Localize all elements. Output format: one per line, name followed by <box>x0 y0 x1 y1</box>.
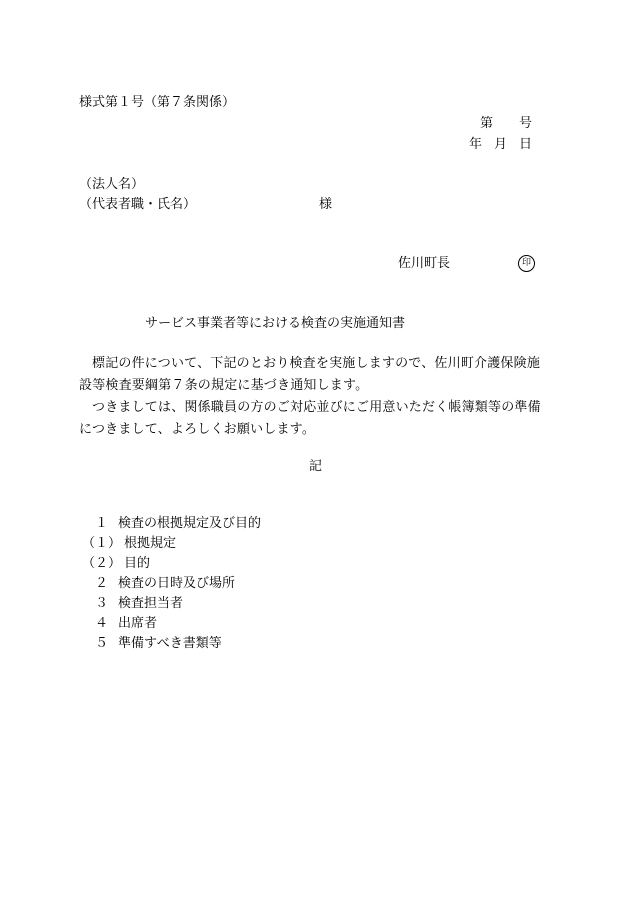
list-item <box>86 575 261 595</box>
list-item <box>86 635 261 655</box>
form-number: 様式第１号（第７条関係） <box>79 95 236 110</box>
ki-heading: 記 <box>309 459 323 474</box>
body-paragraph-1: 標記の件について、下記のとおり検査を実施しますので、佐川町介護保険施設等検査要綱第７条の規定に基づき通知します。 <box>79 356 541 393</box>
list-item <box>86 515 261 535</box>
item-label: 検査の根拠規定及び目的 <box>118 516 262 531</box>
document-number <box>480 116 532 132</box>
item-label: 準備すべき書類等 <box>118 636 222 651</box>
representative-label: （代表者職・氏名） <box>79 197 197 212</box>
document-number-prefix: 第 <box>479 116 493 131</box>
item-number: （２） <box>82 556 122 571</box>
item-number: （１） <box>82 536 122 551</box>
item-number: ４ <box>95 616 109 631</box>
item-label: 出席者 <box>118 616 158 631</box>
recipient-honorific: 様 <box>319 197 333 212</box>
list-item <box>86 615 261 635</box>
item-list <box>82 515 262 655</box>
date-day: 日 <box>518 137 532 152</box>
item-label: 検査の日時及び場所 <box>118 576 236 591</box>
item-label: 検査担当者 <box>118 596 184 611</box>
date-year: 年 <box>468 137 482 152</box>
document-number-suffix: 号 <box>518 116 532 131</box>
body-paragraph-2: つきましては、関係職員の方のご対応並びにご用意いただく帳簿類等の準備につきまして、よろしくお願いします。 <box>79 400 541 437</box>
list-item <box>82 555 261 575</box>
item-label: 目的 <box>124 556 151 571</box>
date-month: 月 <box>493 137 507 152</box>
item-number: １ <box>95 516 109 531</box>
list-item <box>86 595 261 615</box>
item-number: ５ <box>95 636 109 651</box>
list-item <box>82 535 261 555</box>
item-number: ２ <box>95 576 109 591</box>
sender-name: 佐川町長 <box>398 256 451 271</box>
item-number: ３ <box>95 596 109 611</box>
corporation-label: （法人名） <box>79 177 145 192</box>
body-text <box>79 353 553 441</box>
document-date <box>469 137 532 153</box>
seal-mark: 印 <box>518 255 535 272</box>
item-label: 根拠規定 <box>124 536 177 551</box>
document-title: サービス事業者等における検査の実施通知書 <box>145 316 406 331</box>
